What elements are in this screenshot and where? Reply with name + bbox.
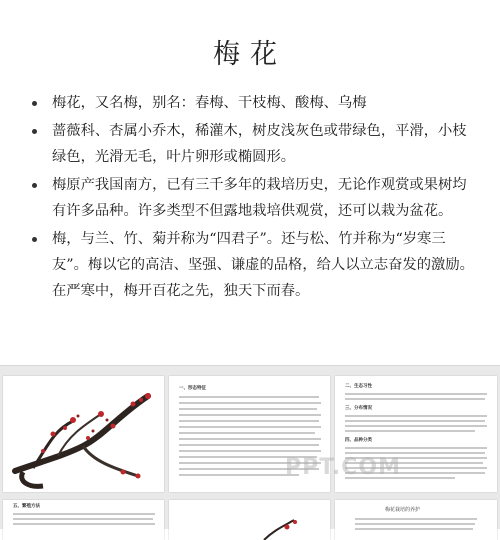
slide-title: 梅花: [213, 39, 287, 70]
thumb-heading: 二、生态习性: [345, 384, 372, 389]
bullet-item: 梅花，又名梅，别名：春梅、干枝梅、酸梅、乌梅: [32, 90, 480, 116]
bullet-item: 梅，与兰、竹、菊并称为“四君子”。还与松、竹并称为“岁寒三友”。梅以它的高洁、坚强、谦虚的品格，给人以立志奋发的激励。在严寒中，梅开百花之先，独天下而春。: [32, 226, 480, 304]
bullet-item: 蔷薇科、杏属小乔木，稀灌木，树皮浅灰色或带绿色，平滑，小枝绿色，光滑无毛，叶片卵形或椭圆形。: [32, 118, 480, 170]
thumb-heading: 四、品种分类: [345, 438, 372, 443]
thumb-heading: 梅花栽培的养护: [385, 507, 421, 513]
thumbnail-slide-4[interactable]: [3, 500, 164, 540]
plum-blossom-icon: [169, 500, 330, 540]
thumbnail-slide-5[interactable]: [169, 500, 330, 540]
thumb-heading: 三、分布情况: [345, 406, 372, 411]
plum-blossom-painting-icon: [3, 376, 164, 492]
thumbnail-slide-6[interactable]: [335, 500, 497, 540]
bullet-dot-icon: [32, 183, 37, 188]
bullet-dot-icon: [32, 237, 37, 242]
bullet-item: 梅原产我国南方，已有三千多年的栽培历史，无论作观赏或果树均有许多品种。许多类型不但露地栽培供观赏，还可以栽为盆花。: [32, 172, 480, 224]
bullet-list: [32, 90, 480, 306]
bullet-dot-icon: [32, 101, 37, 106]
watermark: PPT.COM: [285, 455, 402, 480]
bullet-dot-icon: [32, 129, 37, 134]
thumb-heading: 五、繁殖方法: [13, 504, 40, 509]
thumbnail-slide-1[interactable]: [3, 376, 164, 492]
thumb-heading: 一、形态特征: [179, 386, 206, 391]
